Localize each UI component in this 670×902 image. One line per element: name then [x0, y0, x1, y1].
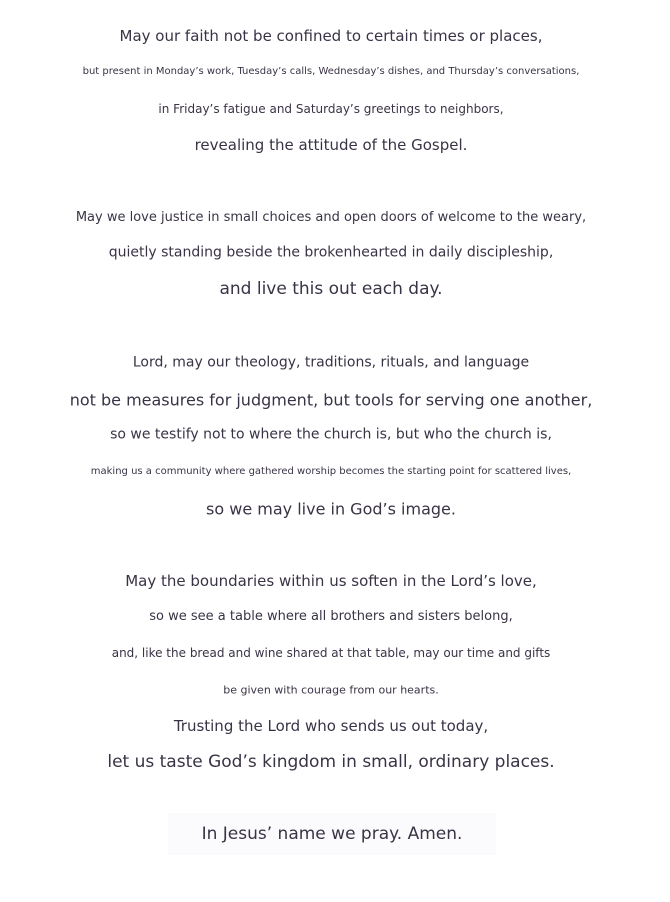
prayer-line: so we see a table where all brothers and sisters belong,: [149, 609, 513, 625]
prayer-line: but present in Monday’s work, Tuesday’s calls, Wednesday’s dishes, and Thursday’s conversations,: [82, 66, 580, 77]
prayer-line: be given with courage from our hearts.: [223, 683, 439, 697]
prayer-line: in Friday’s fatigue and Saturday’s greetings to neighbors,: [158, 101, 504, 116]
prayer-line: let us taste God’s kingdom in small, ordinary places.: [107, 751, 555, 772]
prayer-line: and, like the bread and wine shared at that table, may our time and gifts: [111, 645, 551, 660]
prayer-line: revealing the attitude of the Gospel.: [194, 136, 468, 154]
prayer-line: May the boundaries within us soften in the Lord’s love,: [125, 572, 537, 590]
prayer-line: Trusting the Lord who sends us out today,: [173, 717, 489, 735]
prayer-line: and live this out each day.: [219, 278, 443, 299]
prayer-line: so we testify not to where the church is, but who the church is,: [110, 426, 552, 443]
prayer-line: quietly standing beside the brokenhearted in daily discipleship,: [108, 244, 554, 261]
prayer-line: May our faith not be confined to certain times or places,: [119, 27, 543, 45]
prayer-line: May we love justice in small choices and open doors of welcome to the weary,: [75, 210, 587, 226]
prayer-line: Lord, may our theology, traditions, rituals, and language: [132, 354, 530, 371]
closing-line: In Jesus’ name we pray. Amen.: [201, 824, 463, 844]
prayer-line: not be measures for judgment, but tools for serving one another,: [69, 390, 593, 410]
prayer-line: making us a community where gathered worship becomes the starting point for scattered lives,: [90, 466, 572, 477]
prayer-line: so we may live in God’s image.: [206, 499, 456, 519]
